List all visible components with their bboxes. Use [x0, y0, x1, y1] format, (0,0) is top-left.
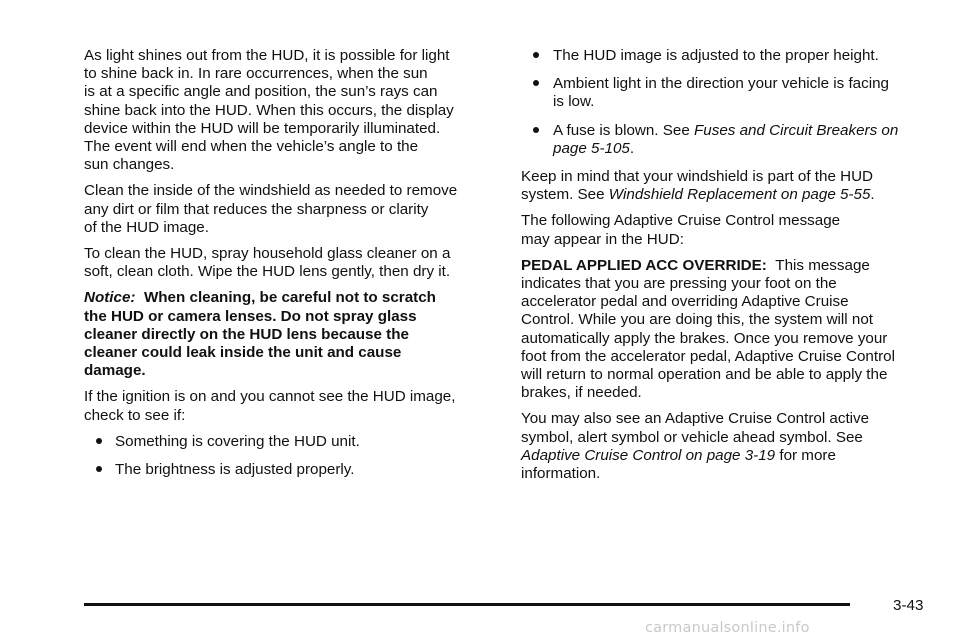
left-column	[84, 47, 494, 489]
notice-paragraph	[84, 289, 494, 380]
text-line: is at a specific angle and position, the sun’s rays can	[84, 83, 438, 101]
page-number: 3-43	[893, 597, 924, 614]
paragraph-clean-windshield	[84, 182, 494, 237]
text-line: symbol, alert symbol or vehicle ahead symbol. See	[521, 428, 863, 446]
text-line: is low.	[553, 93, 595, 111]
check-list	[84, 433, 494, 479]
text-line: will return to normal operation and be able to apply the	[521, 366, 888, 384]
fuses-reference-page[interactable]: page 5-105	[553, 139, 630, 157]
text-line: sun changes.	[84, 156, 175, 174]
text-line: any dirt or film that reduces the sharpness or clarity	[84, 200, 429, 218]
text-line: brakes, if needed.	[521, 384, 642, 402]
text-line: soft, clean cloth. Wipe the HUD lens gently, then dry it.	[84, 263, 451, 281]
text-line: indicates that you are pressing your foot on the	[521, 275, 837, 293]
list-item	[521, 122, 921, 158]
text-line: device within the HUD will be temporarily illuminated.	[84, 119, 441, 137]
list-item	[84, 461, 494, 479]
text-line: Keep in mind that your windshield is part of the HUD	[521, 168, 874, 186]
text-segment: for more	[779, 446, 836, 464]
text-line: of the HUD image.	[84, 218, 209, 236]
text-line: foot from the accelerator pedal, Adaptive Cruise Control	[521, 347, 895, 365]
paragraph-sun-reflection	[84, 47, 494, 174]
text-line: To clean the HUD, spray household glass cleaner on a	[84, 245, 451, 263]
footer-rule	[84, 603, 850, 606]
text-line: the HUD or camera lenses. Do not spray glass	[84, 307, 417, 325]
list-item	[521, 47, 921, 65]
right-column	[521, 47, 921, 491]
paragraph-windshield-hud	[521, 168, 921, 204]
text-line: You may also see an Adaptive Cruise Control active	[521, 410, 870, 428]
text-segment: system. See	[521, 186, 605, 204]
text-line: If the ignition is on and you cannot see the HUD image,	[84, 388, 456, 406]
text-line: information.	[521, 465, 601, 483]
list-item-text: The brightness is adjusted properly.	[115, 461, 355, 479]
paragraph-pedal-override	[521, 257, 921, 403]
text-line: cleaner could leak inside the unit and cause	[84, 344, 402, 362]
watermark: carmanualsonline.info	[645, 620, 810, 636]
text-line: Control. While you are doing this, the system will not	[521, 311, 873, 329]
punctuation: .	[629, 139, 635, 157]
list-item-text: The HUD image is adjusted to the proper height.	[553, 47, 879, 64]
paragraph-clean-hud	[84, 245, 494, 281]
text-line: accelerator pedal and overriding Adaptive Cruise	[521, 293, 849, 311]
fuses-reference-link[interactable]: Fuses and Circuit Breakers on	[694, 121, 899, 139]
paragraph-ignition-check	[84, 388, 494, 424]
punctuation: .	[870, 186, 875, 204]
text-line: may appear in the HUD:	[521, 230, 684, 248]
list-item-text: Something is covering the HUD unit.	[115, 432, 360, 450]
text-line: shine back into the HUD. When this occurs, the display	[84, 101, 454, 119]
paragraph-acc-message-intro	[521, 212, 921, 248]
text-line: automatically apply the brakes. Once you remove your	[521, 329, 888, 347]
list-item	[521, 75, 921, 111]
windshield-reference-link[interactable]: Windshield Replacement on page 5-55	[608, 186, 871, 204]
notice-label: Notice:	[84, 289, 136, 307]
message-label: PEDAL APPLIED ACC OVERRIDE:	[521, 256, 767, 274]
text-line: damage.	[84, 362, 146, 380]
text-line: Ambient light in the direction your vehicle is facing	[553, 75, 889, 93]
list-item	[84, 433, 494, 451]
text-line: The following Adaptive Cruise Control message	[521, 212, 841, 230]
text-line: Clean the inside of the windshield as needed to remove	[84, 182, 458, 200]
text-line: The event will end when the vehicle’s angle to the	[84, 138, 419, 156]
text-segment: A fuse is blown. See	[553, 121, 690, 139]
text-line: cleaner directly on the HUD lens because the	[84, 325, 409, 343]
text-line: to shine back in. In rare occurrences, when the sun	[84, 65, 428, 83]
text-line: This message	[775, 256, 870, 274]
text-line: As light shines out from the HUD, it is possible for light	[84, 47, 450, 64]
paragraph-acc-symbols	[521, 410, 921, 483]
acc-reference-link[interactable]: Adaptive Cruise Control on page 3-19	[521, 446, 776, 464]
check-list-continued	[521, 47, 921, 158]
text-line: check to see if:	[84, 406, 186, 424]
text-line: When cleaning, be careful not to scratch	[143, 289, 436, 307]
